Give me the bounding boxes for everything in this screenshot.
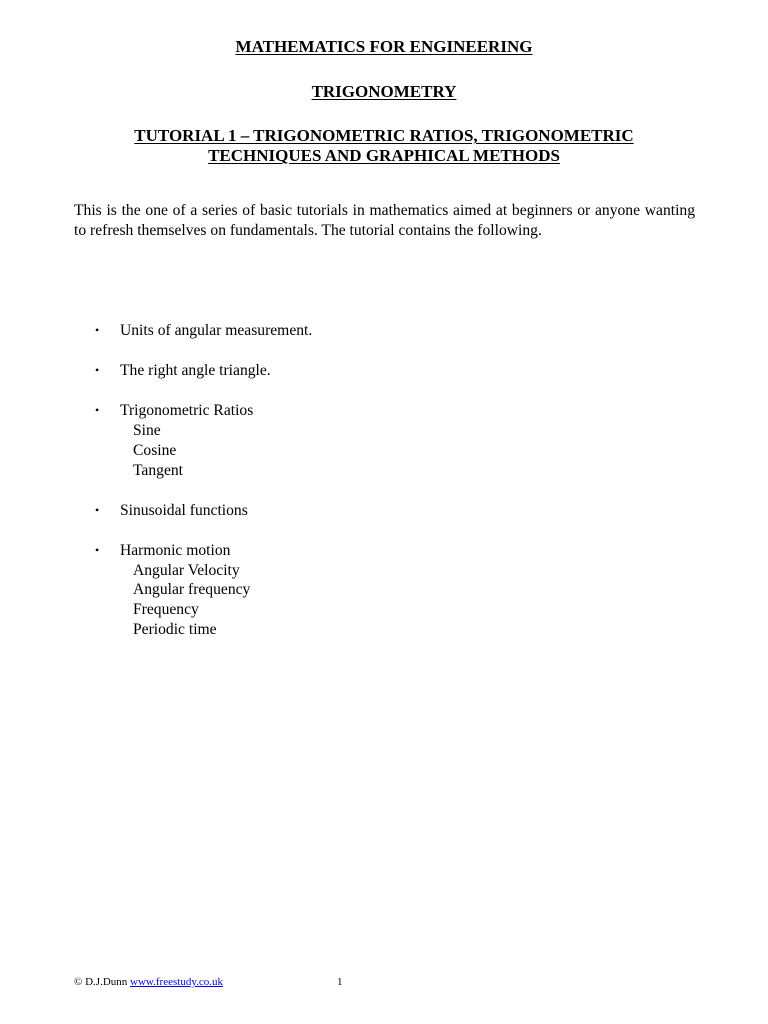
topic-subitem: Tangent [133, 461, 184, 479]
bullet-icon: • [95, 502, 100, 517]
bullet-icon: • [95, 323, 100, 337]
footer-link[interactable]: www.freestudy.co.uk [130, 976, 223, 988]
topic-label: Trigonometric Ratios [120, 402, 254, 420]
topic-item [95, 501, 312, 521]
topic-subitem: Angular Velocity [133, 561, 240, 579]
topic-label: The right angle triangle. [120, 362, 271, 380]
bullet-icon: • [95, 542, 100, 557]
topic-label: Units of angular measurement. [120, 322, 313, 339]
topic-item [95, 361, 312, 381]
footer-credit [74, 975, 223, 989]
topic-subitem: Frequency [133, 601, 199, 619]
tutorial-heading-line-1: TUTORIAL 1 – TRIGONOMETRIC RATIOS, TRIGONOMETRIC [134, 126, 634, 145]
topic-label: Harmonic motion [120, 541, 231, 559]
tutorial-heading-line-2: TECHNIQUES AND GRAPHICAL METHODS [208, 146, 560, 165]
page-number: 1 [337, 976, 343, 988]
footer-copyright: © D.J.Dunn [74, 976, 128, 988]
topic-subitem: Periodic time [133, 620, 217, 638]
document-subject: TRIGONOMETRY [311, 82, 457, 101]
topic-subitem: Cosine [133, 441, 177, 459]
tutorial-heading [0, 126, 768, 166]
topic-item [95, 541, 312, 640]
topic-subitem: Angular frequency [133, 581, 251, 599]
topic-subitem: Sine [133, 422, 161, 440]
topic-item [95, 401, 312, 480]
intro-paragraph: This is the one of a series of basic tutorials in mathematics aimed at beginners or anyone wanting to refresh themselves on fundamentals. The tutorial contains the following. [74, 202, 695, 239]
topic-list [95, 321, 312, 660]
bullet-icon: • [95, 403, 100, 418]
topic-item [95, 321, 312, 341]
bullet-icon: • [95, 363, 100, 378]
topic-label: Sinusoidal functions [120, 501, 248, 519]
document-title: MATHEMATICS FOR ENGINEERING [235, 37, 533, 56]
